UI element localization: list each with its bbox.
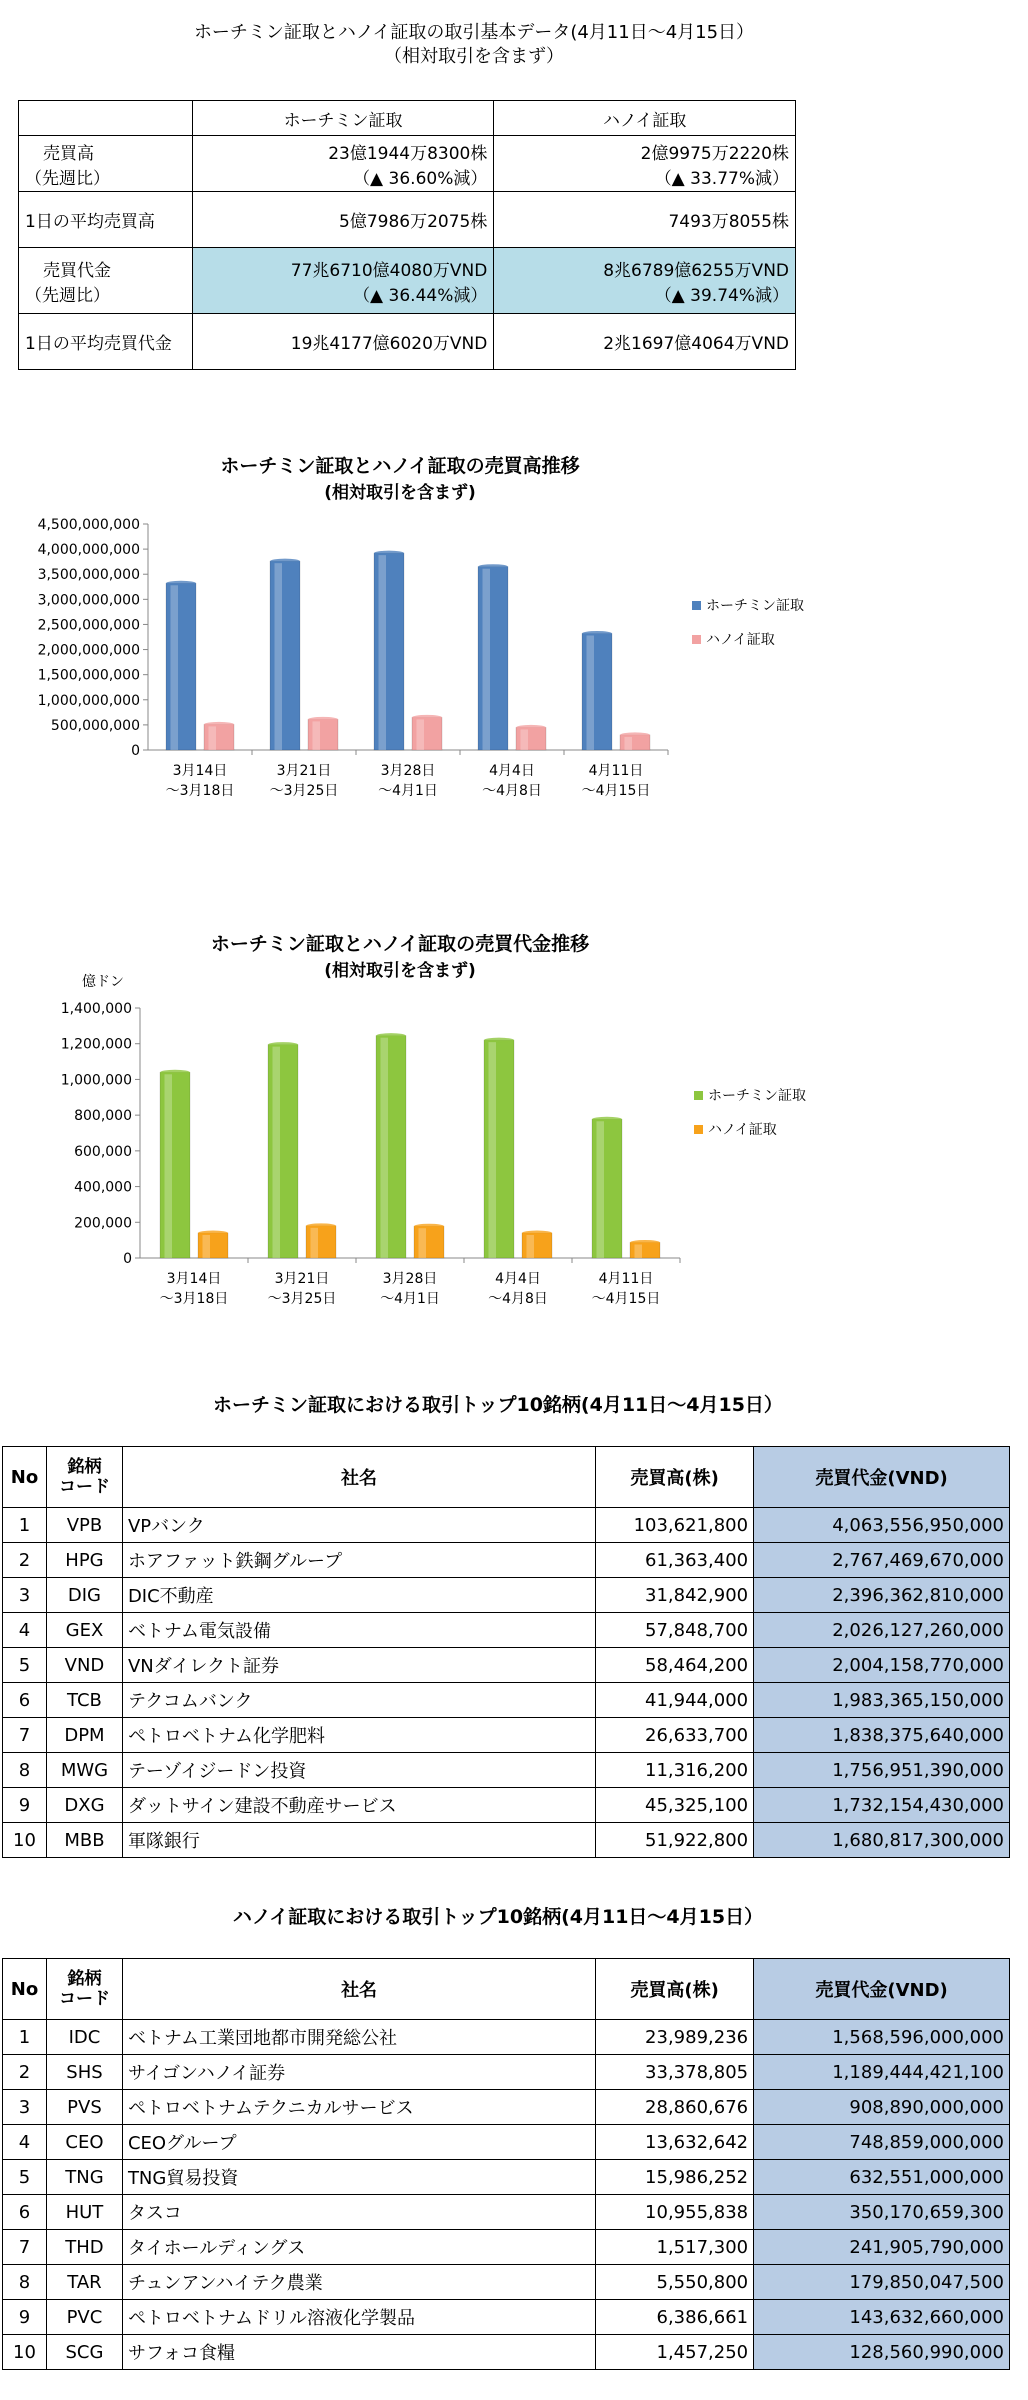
y-tick-label: 1,400,000 [60, 1001, 132, 1017]
company-name: テーゾイジードン投資 [122, 1753, 595, 1788]
trade-value: 241,905,790,000 [754, 2230, 1010, 2265]
summary-cell-hn: 7493万8055株 [494, 192, 796, 248]
legend-swatch [694, 1125, 703, 1134]
table-row [3, 2230, 1010, 2265]
bar-highlight [275, 563, 283, 750]
stock-code: MBB [46, 1823, 122, 1858]
col-code-header-line1: 銘柄 [67, 1969, 102, 1989]
summary-change: （▲ 36.44%減） [353, 285, 488, 306]
stock-code: DIG [46, 1578, 122, 1613]
x-tick-label: ～4月1日 [378, 783, 438, 799]
summary-row-label [19, 136, 193, 192]
hcm-top-title: ホーチミン証取における取引トップ10銘柄(4月11日～4月15日） [213, 1394, 783, 1416]
company-name: ダットサイン建設不動産サービス [122, 1788, 595, 1823]
bar-top [306, 1223, 336, 1228]
bar-highlight [311, 1228, 319, 1258]
summary-label-main: 売買高 [43, 143, 94, 164]
volume-chart [0, 448, 1028, 868]
bar-highlight [597, 1121, 605, 1258]
x-tick-label: 4月11日 [588, 763, 644, 779]
summary-change: （▲ 33.77%減） [654, 168, 789, 189]
trade-volume: 58,464,200 [596, 1648, 754, 1683]
y-tick-label: 2,500,000,000 [37, 617, 140, 634]
table-row [3, 1613, 1010, 1648]
trade-value: 4,063,556,950,000 [754, 1508, 1010, 1543]
trade-value: 1,189,444,421,100 [754, 2055, 1010, 2090]
stock-code: VND [46, 1648, 122, 1683]
table-row [3, 1543, 1010, 1578]
bar-highlight [209, 726, 217, 750]
x-tick-label: ～3月18日 [165, 783, 235, 799]
y-axis-label: 億ドン [82, 974, 124, 990]
rank-no: 3 [3, 2090, 47, 2125]
rank-no: 7 [3, 1718, 47, 1753]
col-value-header: 売買代金(VND) [754, 1959, 1010, 2020]
company-name: 軍隊銀行 [122, 1823, 595, 1858]
trade-volume: 26,633,700 [596, 1718, 754, 1753]
trade-volume: 5,550,800 [596, 2265, 754, 2300]
trade-value: 1,568,596,000,000 [754, 2020, 1010, 2055]
trade-volume: 51,922,800 [596, 1823, 754, 1858]
y-tick-label: 1,200,000 [60, 1036, 132, 1053]
summary-change: （▲ 36.60%減） [353, 168, 488, 189]
table-row [3, 2090, 1010, 2125]
trade-volume: 41,944,000 [596, 1683, 754, 1718]
company-name: DIC不動産 [122, 1578, 595, 1613]
stock-code: HUT [46, 2195, 122, 2230]
bar-top [414, 1224, 444, 1229]
summary-cell-hn: 2兆1697億4064万VND [494, 314, 796, 370]
table-row [3, 2125, 1010, 2160]
table-row [3, 1648, 1010, 1683]
table-row [3, 2020, 1010, 2055]
rank-no: 6 [3, 2195, 47, 2230]
legend-swatch [692, 601, 701, 610]
company-name: ペトロベトナム化学肥料 [122, 1718, 595, 1753]
x-tick-label: ～4月8日 [482, 783, 542, 799]
summary-row-value [19, 248, 796, 314]
y-tick-label: 3,500,000,000 [37, 567, 140, 584]
bar-highlight [521, 729, 529, 750]
table-row [3, 2160, 1010, 2195]
summary-cell-hn [494, 136, 796, 192]
legend-label: ホーチミン証取 [708, 1088, 806, 1104]
trade-volume: 6,386,661 [596, 2300, 754, 2335]
company-name: CEOグループ [122, 2125, 595, 2160]
y-tick-label: 0 [131, 743, 140, 759]
rank-no: 2 [3, 1543, 47, 1578]
x-tick-label: ～4月1日 [380, 1291, 440, 1307]
summary-value: 77兆6710億4080万VND [290, 260, 488, 281]
table-row [3, 2300, 1010, 2335]
stock-code: PVS [46, 2090, 122, 2125]
company-name: タイホールディングス [122, 2230, 595, 2265]
trade-volume: 45,325,100 [596, 1788, 754, 1823]
summary-table [18, 100, 796, 370]
trade-value: 2,004,158,770,000 [754, 1648, 1010, 1683]
trade-value: 1,983,365,150,000 [754, 1683, 1010, 1718]
rank-no: 1 [3, 2020, 47, 2055]
summary-row-label: 1日の平均売買代金 [19, 314, 193, 370]
stock-code: THD [46, 2230, 122, 2265]
stock-code: GEX [46, 1613, 122, 1648]
rank-no: 10 [3, 2335, 47, 2370]
summary-header-row [19, 101, 796, 136]
stock-code: PVC [46, 2300, 122, 2335]
company-name: サイゴンハノイ証券 [122, 2055, 595, 2090]
trade-volume: 1,457,250 [596, 2335, 754, 2370]
bar-top [198, 1231, 228, 1236]
trade-volume: 103,621,800 [596, 1508, 754, 1543]
stock-code: HPG [46, 1543, 122, 1578]
bar-highlight [489, 1042, 497, 1258]
bar-highlight [165, 1074, 173, 1258]
bar-highlight [635, 1244, 643, 1258]
rank-no: 1 [3, 1508, 47, 1543]
x-tick-label: ～3月25日 [269, 783, 339, 799]
bar-highlight [203, 1235, 211, 1258]
company-name: テクコムバンク [122, 1683, 595, 1718]
x-tick-label: ～4月15日 [581, 783, 651, 799]
company-name: ベトナム電気設備 [122, 1613, 595, 1648]
company-name: VNダイレクト証券 [122, 1648, 595, 1683]
col-name-header: 社名 [122, 1959, 595, 2020]
rank-no: 3 [3, 1578, 47, 1613]
rank-no: 9 [3, 2300, 47, 2335]
x-tick-label: 3月21日 [276, 763, 332, 779]
x-tick-label: 3月28日 [380, 763, 436, 779]
y-tick-label: 0 [123, 1251, 132, 1267]
summary-row-label [19, 248, 193, 314]
trade-volume: 15,986,252 [596, 2160, 754, 2195]
stock-code: TAR [46, 2265, 122, 2300]
table-row [3, 1788, 1010, 1823]
col-code-header-line2: コード [58, 1989, 110, 2009]
bar-top [270, 559, 300, 564]
bar-highlight [273, 1047, 281, 1258]
col-volume-header: 売買高(株) [596, 1959, 754, 2020]
table-row [3, 2195, 1010, 2230]
bar-top [592, 1117, 622, 1122]
summary-label-sub: （先週比） [25, 285, 110, 306]
trade-volume: 1,517,300 [596, 2230, 754, 2265]
x-tick-label: 3月21日 [274, 1271, 330, 1287]
summary-header-hcm: ホーチミン証取 [192, 101, 494, 136]
x-tick-label: 3月14日 [172, 763, 228, 779]
summary-title-line2: （相対取引を含まず） [384, 46, 564, 67]
company-name: TNG貿易投資 [122, 2160, 595, 2195]
table-row [3, 1823, 1010, 1858]
summary-row-volume [19, 136, 796, 192]
stock-code: TNG [46, 2160, 122, 2195]
rank-no: 10 [3, 1823, 47, 1858]
table-row [3, 1508, 1010, 1543]
bar-top [412, 715, 442, 720]
trade-value: 1,756,951,390,000 [754, 1753, 1010, 1788]
trade-value: 2,767,469,670,000 [754, 1543, 1010, 1578]
y-tick-label: 600,000 [74, 1143, 132, 1160]
trade-value: 2,396,362,810,000 [754, 1578, 1010, 1613]
company-name: サフォコ食糧 [122, 2335, 595, 2370]
col-value-header: 売買代金(VND) [754, 1447, 1010, 1508]
trade-volume: 33,378,805 [596, 2055, 754, 2090]
summary-header-blank [19, 101, 193, 136]
col-code-header-line2: コード [58, 1477, 110, 1497]
summary-row-label: 1日の平均売買高 [19, 192, 193, 248]
y-tick-label: 500,000,000 [50, 717, 140, 734]
trade-value: 908,890,000,000 [754, 2090, 1010, 2125]
rank-no: 5 [3, 1648, 47, 1683]
summary-change: （▲ 39.74%減） [654, 285, 789, 306]
y-tick-label: 1,000,000,000 [37, 692, 140, 709]
bar-highlight [381, 1038, 389, 1258]
summary-value: 2億9975万2220株 [640, 143, 789, 164]
rank-no: 4 [3, 1613, 47, 1648]
y-tick-label: 1,500,000,000 [37, 667, 140, 684]
company-name: ペトロベトナムドリル溶液化学製品 [122, 2300, 595, 2335]
bar-top [376, 1033, 406, 1038]
hcm-header-row [3, 1447, 1010, 1508]
stock-code: MWG [46, 1753, 122, 1788]
bar-top [268, 1042, 298, 1047]
stock-code: DXG [46, 1788, 122, 1823]
company-name: チュンアンハイテク農業 [122, 2265, 595, 2300]
company-name: ペトロベトナムテクニカルサービス [122, 2090, 595, 2125]
bar-highlight [171, 585, 179, 750]
x-tick-label: 4月4日 [495, 1271, 541, 1287]
col-no-header: No [3, 1447, 47, 1508]
y-tick-label: 3,000,000,000 [37, 592, 140, 609]
summary-label-sub: （先週比） [25, 168, 110, 189]
rank-no: 8 [3, 1753, 47, 1788]
legend-label: ハノイ証取 [708, 1122, 777, 1138]
legend-label: ホーチミン証取 [706, 598, 804, 614]
summary-cell-hcm [192, 248, 494, 314]
trade-value: 2,026,127,260,000 [754, 1613, 1010, 1648]
bar-top [484, 1038, 514, 1043]
bar-top [620, 732, 650, 737]
company-name: ホアファット鉄鋼グループ [122, 1543, 595, 1578]
hn-top-title: ハノイ証取における取引トップ10銘柄(4月11日～4月15日） [232, 1906, 764, 1928]
col-code-header-line1: 銘柄 [67, 1457, 102, 1477]
bar-top [582, 631, 612, 636]
x-tick-label: ～4月15日 [591, 1291, 661, 1307]
x-tick-label: 4月4日 [489, 763, 535, 779]
trade-volume: 61,363,400 [596, 1543, 754, 1578]
table-row [3, 1578, 1010, 1613]
stock-code: SCG [46, 2335, 122, 2370]
trade-value: 179,850,047,500 [754, 2265, 1010, 2300]
bar-top [478, 564, 508, 569]
chart-subtitle: (相対取引を含まず) [324, 961, 476, 981]
col-name-header: 社名 [122, 1447, 595, 1508]
bar-top [374, 551, 404, 556]
x-tick-label: ～4月8日 [488, 1291, 548, 1307]
summary-title-line1: ホーチミン証取とハノイ証取の取引基本データ(4月11日～4月15日） [193, 22, 755, 43]
bar-highlight [527, 1235, 535, 1258]
table-row [3, 2055, 1010, 2090]
bar-top [204, 722, 234, 727]
hn-header-row [3, 1959, 1010, 2020]
bar-top [166, 581, 196, 586]
stock-code: VPB [46, 1508, 122, 1543]
trade-value: 1,680,817,300,000 [754, 1823, 1010, 1858]
trade-value: 143,632,660,000 [754, 2300, 1010, 2335]
table-row [3, 1718, 1010, 1753]
company-name: タスコ [122, 2195, 595, 2230]
rank-no: 9 [3, 1788, 47, 1823]
legend-swatch [694, 1091, 703, 1100]
summary-label-main: 売買代金 [43, 260, 111, 281]
trade-value: 1,838,375,640,000 [754, 1718, 1010, 1753]
col-code-header [46, 1447, 122, 1508]
trade-value: 128,560,990,000 [754, 2335, 1010, 2370]
trade-value: 350,170,659,300 [754, 2195, 1010, 2230]
summary-row-avg-volume [19, 192, 796, 248]
hn-top-table [2, 1958, 1010, 2370]
trade-volume: 57,848,700 [596, 1613, 754, 1648]
hcm-top-table [2, 1446, 1010, 1858]
y-tick-label: 400,000 [74, 1179, 132, 1196]
col-volume-header: 売買高(株) [596, 1447, 754, 1508]
y-tick-label: 4,500,000,000 [37, 517, 140, 533]
bar-highlight [625, 737, 633, 750]
bar-highlight [417, 719, 425, 750]
summary-cell-hcm [192, 136, 494, 192]
bar-highlight [587, 635, 595, 750]
trade-value: 1,732,154,430,000 [754, 1788, 1010, 1823]
chart-title: ホーチミン証取とハノイ証取の売買代金推移 [210, 933, 590, 955]
trade-volume: 28,860,676 [596, 2090, 754, 2125]
x-tick-label: ～3月18日 [159, 1291, 229, 1307]
trade-volume: 23,989,236 [596, 2020, 754, 2055]
summary-cell-hn [494, 248, 796, 314]
trade-volume: 10,955,838 [596, 2195, 754, 2230]
bar-highlight [483, 569, 491, 750]
rank-no: 8 [3, 2265, 47, 2300]
legend-swatch [692, 635, 701, 644]
trade-volume: 31,842,900 [596, 1578, 754, 1613]
stock-code: DPM [46, 1718, 122, 1753]
bar-highlight [313, 721, 321, 750]
stock-code: TCB [46, 1683, 122, 1718]
x-tick-label: 3月14日 [166, 1271, 222, 1287]
bar-highlight [419, 1228, 427, 1258]
summary-row-avg-value [19, 314, 796, 370]
rank-no: 7 [3, 2230, 47, 2265]
rank-no: 2 [3, 2055, 47, 2090]
summary-value: 23億1944万8300株 [328, 143, 488, 164]
table-row [3, 2265, 1010, 2300]
bar-top [516, 725, 546, 730]
col-code-header [46, 1959, 122, 2020]
rank-no: 4 [3, 2125, 47, 2160]
trade-value: 632,551,000,000 [754, 2160, 1010, 2195]
bar-top [160, 1070, 190, 1075]
summary-value: 8兆6789億6255万VND [603, 260, 789, 281]
summary-header-hn: ハノイ証取 [494, 101, 796, 136]
stock-code: IDC [46, 2020, 122, 2055]
y-tick-label: 2,000,000,000 [37, 642, 140, 659]
chart-subtitle: (相対取引を含まず) [324, 483, 476, 503]
table-row [3, 1683, 1010, 1718]
trade-volume: 11,316,200 [596, 1753, 754, 1788]
legend-label: ハノイ証取 [706, 632, 775, 648]
summary-cell-hcm: 5億7986万2075株 [192, 192, 494, 248]
col-no-header: No [3, 1959, 47, 2020]
x-tick-label: 3月28日 [382, 1271, 438, 1287]
x-tick-label: 4月11日 [598, 1271, 654, 1287]
y-tick-label: 200,000 [74, 1215, 132, 1232]
value-chart [0, 920, 1028, 1320]
y-tick-label: 1,000,000 [60, 1072, 132, 1089]
chart-title: ホーチミン証取とハノイ証取の売買高推移 [220, 455, 580, 477]
bar-top [308, 717, 338, 722]
trade-value: 748,859,000,000 [754, 2125, 1010, 2160]
company-name: VPバンク [122, 1508, 595, 1543]
bar-highlight [379, 555, 387, 750]
rank-no: 6 [3, 1683, 47, 1718]
stock-code: CEO [46, 2125, 122, 2160]
stock-code: SHS [46, 2055, 122, 2090]
y-tick-label: 800,000 [74, 1108, 132, 1125]
bar-top [630, 1240, 660, 1245]
y-tick-label: 4,000,000,000 [37, 542, 140, 559]
x-tick-label: ～3月25日 [267, 1291, 337, 1307]
rank-no: 5 [3, 2160, 47, 2195]
table-row [3, 1753, 1010, 1788]
bar-top [522, 1231, 552, 1236]
summary-cell-hcm: 19兆4177億6020万VND [192, 314, 494, 370]
company-name: ベトナム工業団地都市開発総公社 [122, 2020, 595, 2055]
table-row [3, 2335, 1010, 2370]
trade-volume: 13,632,642 [596, 2125, 754, 2160]
